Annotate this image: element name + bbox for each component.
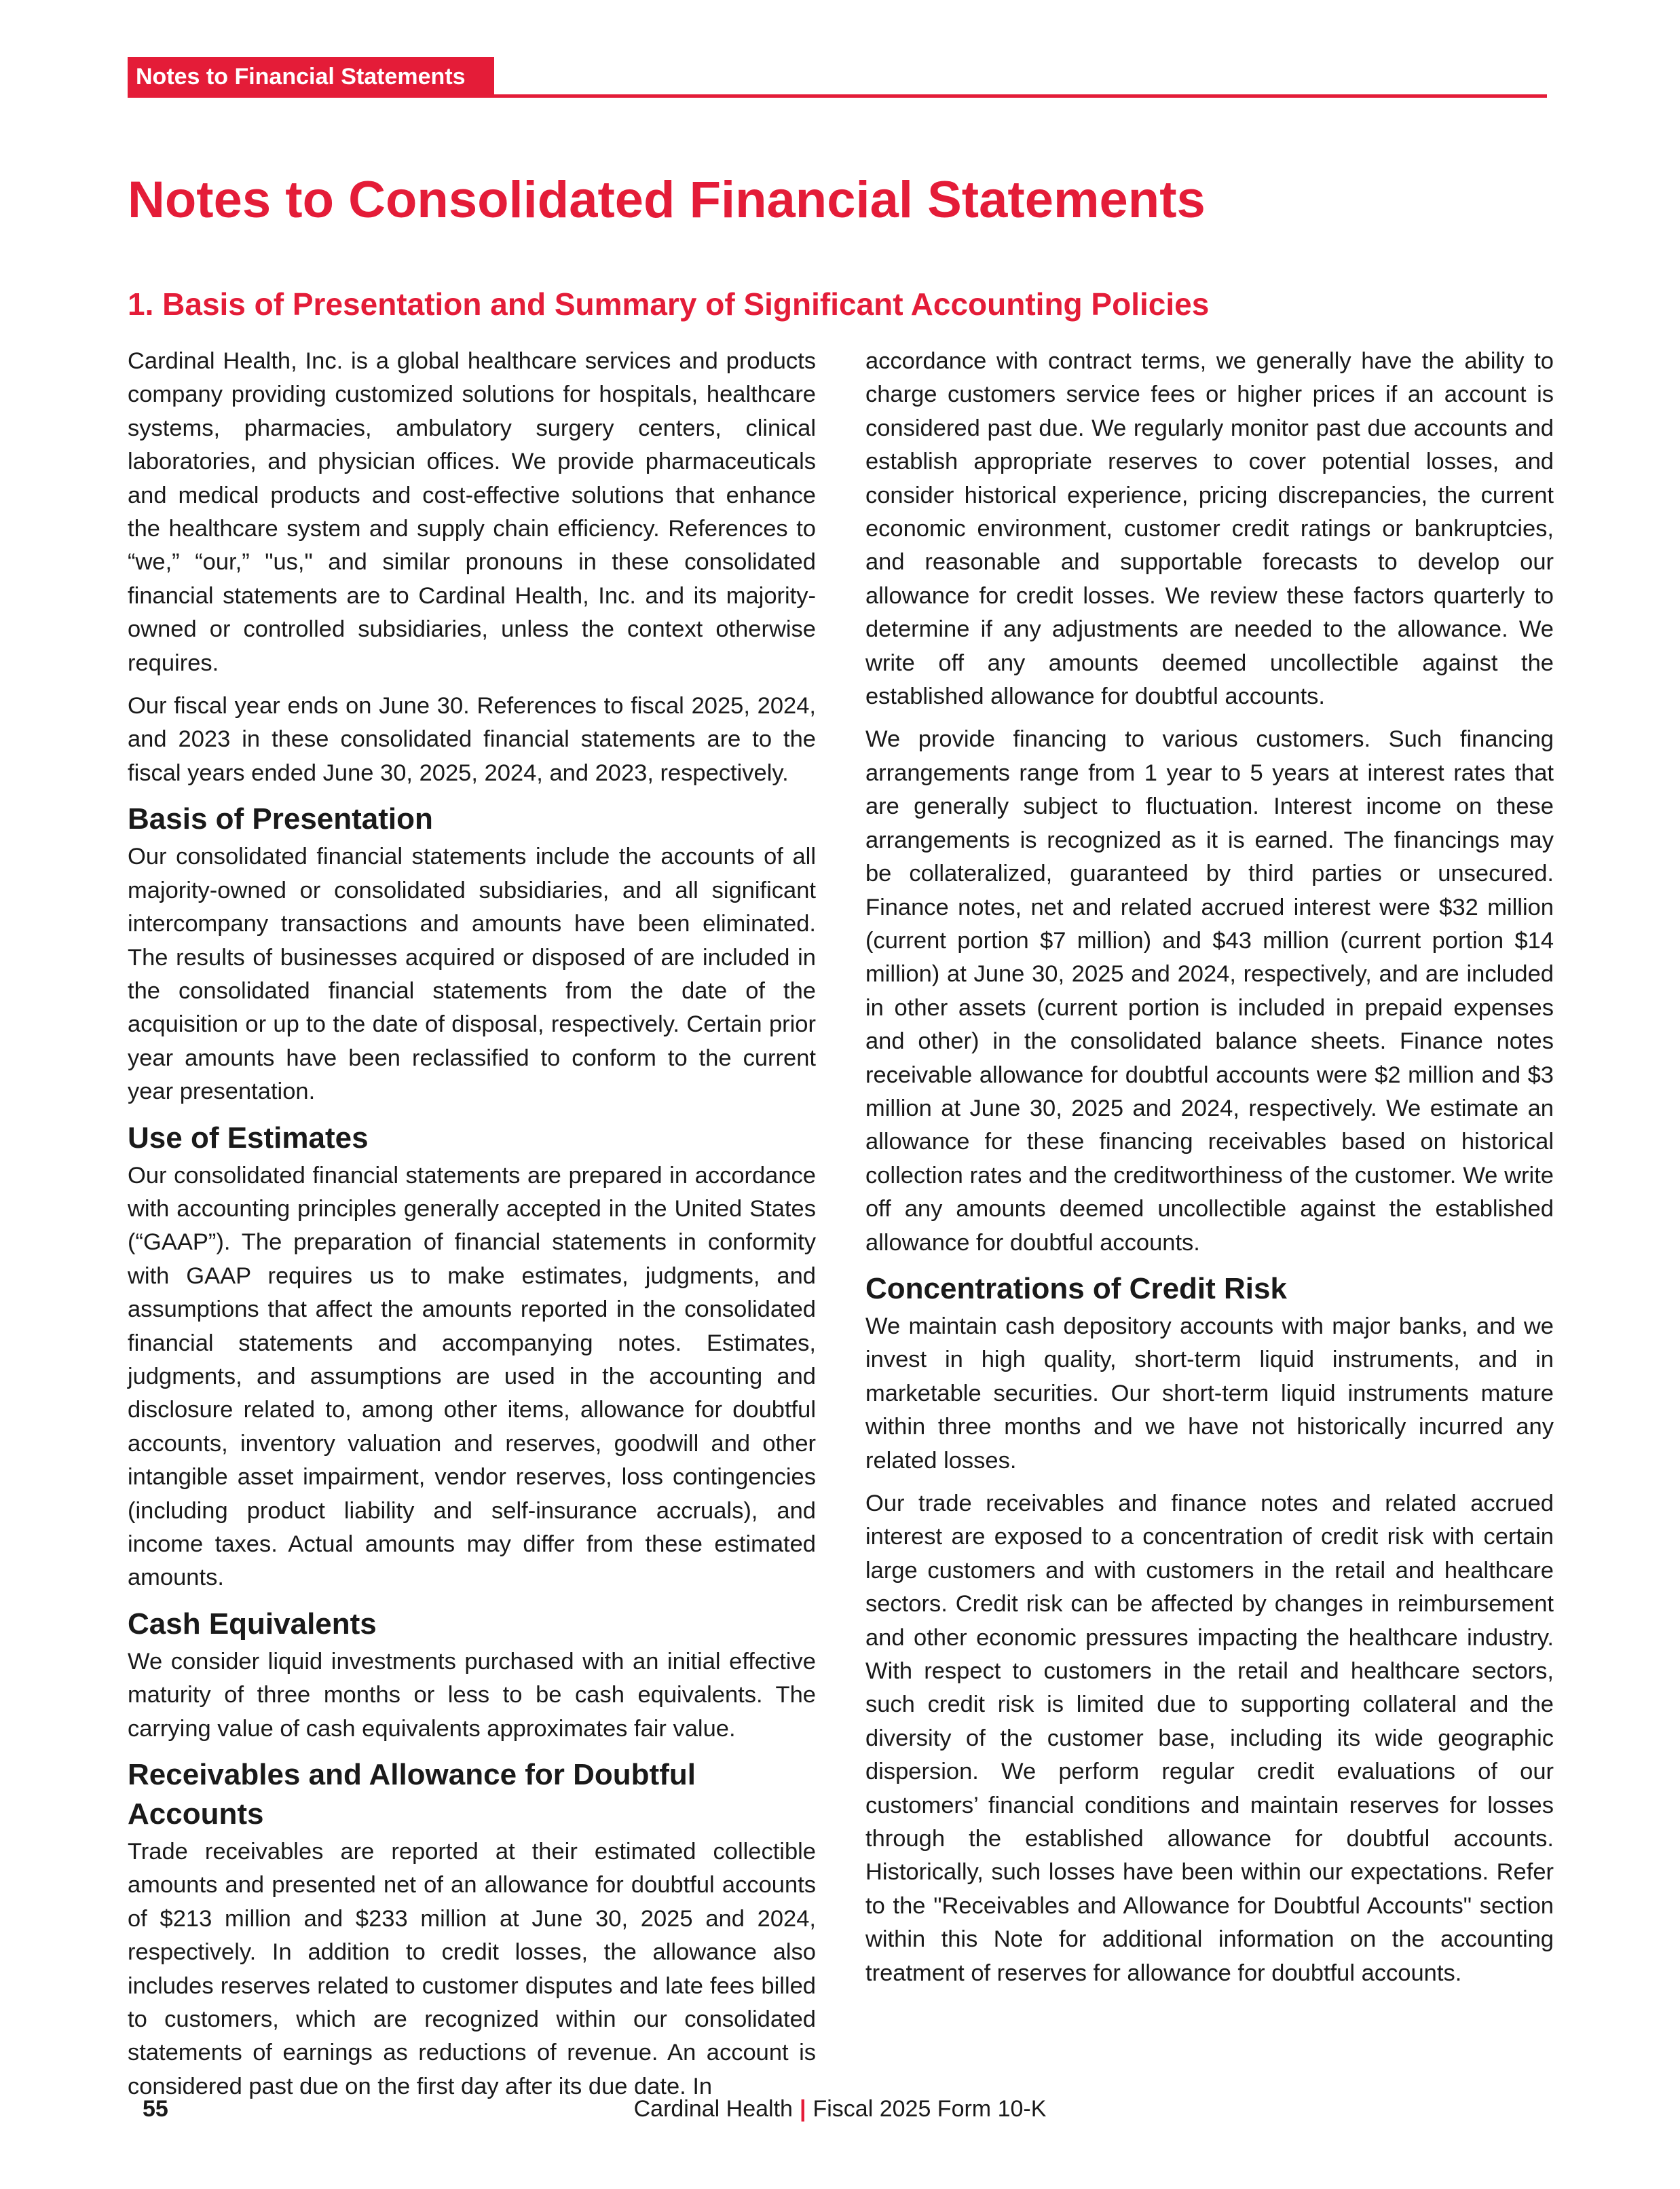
page-footer bbox=[0, 2092, 1680, 2126]
footer-document: Fiscal 2025 Form 10-K bbox=[813, 2096, 1047, 2122]
receivables-paragraph-continued: accordance with contract terms, we generally have the ability to charge customers service fees or higher prices if an account is considered past due. We regularly monitor past due accounts and establish appropriate reserves to cover potential losses, and consider historical experience, pricing discrepancies, the current economic environment, customer credit ratings or bankruptcies, and reasonable and supportable forecasts to develop our allowance for credit losses. We review these factors quarterly to determine if any adjustments are needed to the allowance. We write off any amounts deemed uncollectible against the established allowance for doubtful accounts. bbox=[865, 348, 1554, 710]
receivables-paragraph: Trade receivables are reported at their estimated collectible amounts and presented net of an allowance for doubtful accounts of $213 million and $233 million at June 30, 2025 and 2024, respectively. In addition to credit losses, the allowance also includes reserves related to customer disputes and late fees billed to customers, which are recognized within our consolidated statements of earnings as reductions of revenue. An account is considered past due on the first day after its due date. In bbox=[128, 1839, 816, 2099]
intro-paragraph-1: Cardinal Health, Inc. is a global healthcare services and products company providing customized solutions for hospitals, healthcare systems, pharmacies, ambulatory surgery centers, clinical laboratories, and physician offices. We provide pharmaceuticals and medical products and cost-effective solutions that enhance the healthcare system and supply chain efficiency. References to “we,” “our,” "us," and similar pronouns in these consolidated financial statements are to Cardinal Health, Inc. and its majority-owned or controlled subsidiaries, unless the context otherwise requires. bbox=[128, 348, 816, 676]
use-of-estimates-paragraph: Our consolidated financial statements are prepared in accordance with accounting principles generally accepted in the United States (“GAAP”). The preparation of financial statements in conformity with GAAP requires us to make estimates, judgments, and assumptions that affect the amounts reported in the consolidated financial statements and accompanying notes. Estimates, judgments, and assumptions are used in the accounting and disclosure related to, among other items, allowance for doubtful accounts, inventory valuation and reserves, goodwill and other intangible asset impairment, vendor reserves, loss contingencies (including product liability and self-insurance accruals), and income taxes. Actual amounts may differ from these estimated amounts. bbox=[128, 1162, 816, 1591]
header-tab-label: Notes to Financial Statements bbox=[128, 57, 494, 96]
receivables-heading: Receivables and Allowance for Doubtful Accounts bbox=[128, 1758, 696, 1831]
right-column bbox=[865, 345, 1554, 2000]
footer-company: Cardinal Health bbox=[633, 2096, 793, 2122]
intro-paragraph-2: Our fiscal year ends on June 30. References to fiscal 2025, 2024, and 2023 in these consolidated financial statements are to the fiscal years ended June 30, 2025, 2024, and 2023, respectively. bbox=[128, 693, 816, 786]
footer-document-label bbox=[0, 2092, 1680, 2126]
financing-paragraph: We provide financing to various customers. Such financing arrangements range from 1 year to 5 years at interest rates that are generally subject to fluctuation. Interest income on these arrangements is recognized as it is earned. The financings may be collateralized, guaranteed by third parties or unsecured. Finance notes, net and related accrued interest were $32 million (current portion $7 million) and $43 million (current portion $14 million) at June 30, 2025 and 2024, respectively, and are included in other assets (current portion is included in prepaid expenses and other) in the consolidated balance sheets. Finance notes receivable allowance for doubtful accounts were $2 million and $3 million at June 30, 2025 and 2024, respectively. We estimate an allowance for these financing receivables based on historical collection rates and the creditworthiness of the customer. We write off any amounts deemed uncollectible against the established allowance for doubtful accounts. bbox=[865, 726, 1554, 1256]
section-title: 1. Basis of Presentation and Summary of Significant Accounting Policies bbox=[128, 286, 1210, 322]
credit-risk-paragraph-1: We maintain cash depository accounts with major banks, and we invest in high quality, short-term liquid instruments, and in marketable securities. Our short-term liquid instruments mature within three months and we have not historically incurred any related losses. bbox=[865, 1313, 1554, 1474]
page-header bbox=[128, 57, 1547, 98]
left-column bbox=[128, 345, 816, 2103]
basis-of-presentation-heading: Basis of Presentation bbox=[128, 802, 433, 836]
cash-equivalents-paragraph: We consider liquid investments purchased with an initial effective maturity of three months or less to be cash equivalents. The carrying value of cash equivalents approximates fair value. bbox=[128, 1648, 816, 1742]
credit-risk-heading: Concentrations of Credit Risk bbox=[865, 1271, 1287, 1305]
header-divider bbox=[128, 94, 1547, 98]
credit-risk-paragraph-2: Our trade receivables and finance notes and related accrued interest are exposed to a concentration of credit risk with certain large customers and with customers in the retail and healthcare sectors. Credit risk can be affected by changes in reimbursement and other economic pressures impacting the healthcare industry. With respect to customers in the retail and healthcare sectors, such credit risk is limited due to supporting collateral and the diversity of the customer base, including its wide geographic dispersion. We perform regular credit evaluations of our customers’ financial conditions and maintain reserves for losses through the established allowance for doubtful accounts. Historically, such losses have been within our expectations. Refer to the "Receivables and Allowance for Doubtful Accounts" section within this Note for additional information on the accounting treatment of reserves for allowance for doubtful accounts. bbox=[865, 1491, 1554, 1986]
use-of-estimates-heading: Use of Estimates bbox=[128, 1121, 369, 1155]
page-title: Notes to Consolidated Financial Statements bbox=[128, 171, 1206, 229]
basis-of-presentation-paragraph: Our consolidated financial statements include the accounts of all majority-owned or consolidated subsidiaries, and all significant intercompany transactions and amounts have been eliminated. The results of businesses acquired or disposed of are included in the consolidated financial statements from the date of the acquisition or up to the date of disposal, respectively. Certain prior year amounts have been reclassified to conform to the current year presentation. bbox=[128, 844, 816, 1105]
page-number: 55 bbox=[143, 2096, 168, 2122]
cash-equivalents-heading: Cash Equivalents bbox=[128, 1607, 377, 1641]
footer-separator: | bbox=[799, 2096, 806, 2122]
